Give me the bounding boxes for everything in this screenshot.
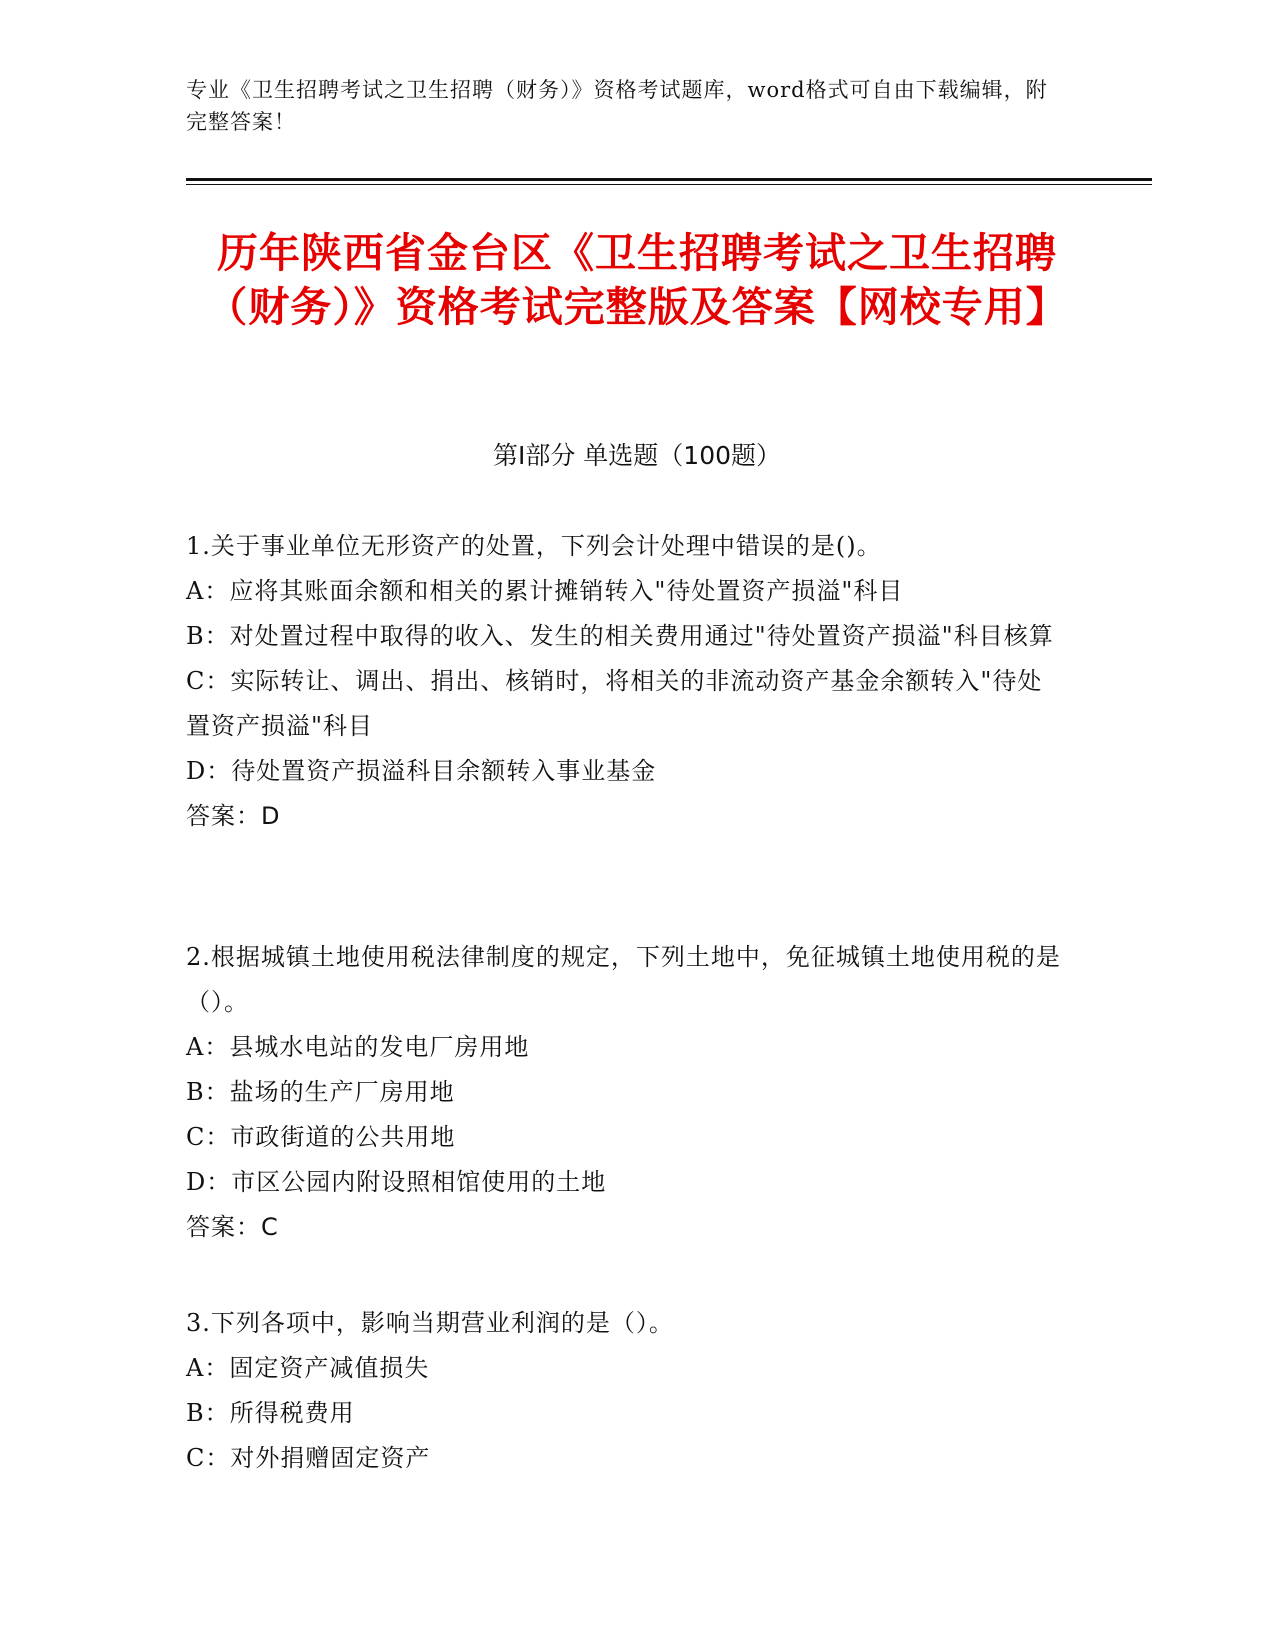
option-a: A：应将其账面余额和相关的累计摊销转入"待处置资产损溢"科目 [186, 577, 904, 605]
option-d: D：待处置资产损溢科目余额转入事业基金 [186, 757, 657, 785]
question-1 [186, 524, 1066, 839]
header-rule-thin [186, 184, 1152, 185]
question-3 [186, 1301, 1066, 1481]
option-b: B：盐场的生产厂房用地 [186, 1078, 455, 1106]
question-stem: 1.关于事业单位无形资产的处置，下列会计处理中错误的是()。 [186, 532, 882, 560]
header-note: 专业《卫生招聘考试之卫生招聘（财务）》资格考试题库，word格式可自由下载编辑，附完整答案！ [186, 78, 1048, 134]
question-2 [186, 935, 1066, 1250]
answer: 答案：C [186, 1213, 279, 1241]
option-c: C：市政街道的公共用地 [186, 1123, 456, 1151]
option-b: B：对处置过程中取得的收入、发生的相关费用通过"待处置资产损溢"科目核算 [186, 622, 1054, 650]
header-rule-thick [186, 178, 1152, 181]
option-a: A：固定资产减值损失 [186, 1354, 430, 1382]
document-title: 历年陕西省金台区《卫生招聘考试之卫生招聘（财务）》资格考试完整版及答案【网校专用】 [206, 229, 1068, 331]
answer: 答案：D [186, 802, 281, 830]
option-a: A：县城水电站的发电厂房用地 [186, 1033, 530, 1061]
question-stem: 2.根据城镇土地使用税法律制度的规定，下列土地中，免征城镇土地使用税的是（）。 [186, 943, 1061, 1016]
option-b: B：所得税费用 [186, 1399, 355, 1427]
option-c: C：对外捐赠固定资产 [186, 1444, 431, 1472]
option-d: D：市区公园内附设照相馆使用的土地 [186, 1168, 607, 1196]
question-stem: 3.下列各项中，影响当期营业利润的是（）。 [186, 1309, 674, 1337]
option-c: C：实际转让、调出、捐出、核销时，将相关的非流动资产基金余额转入"待处置资产损溢"科目 [186, 667, 1043, 740]
section-heading: 第Ⅰ部分 单选题（100题） [492, 441, 782, 470]
